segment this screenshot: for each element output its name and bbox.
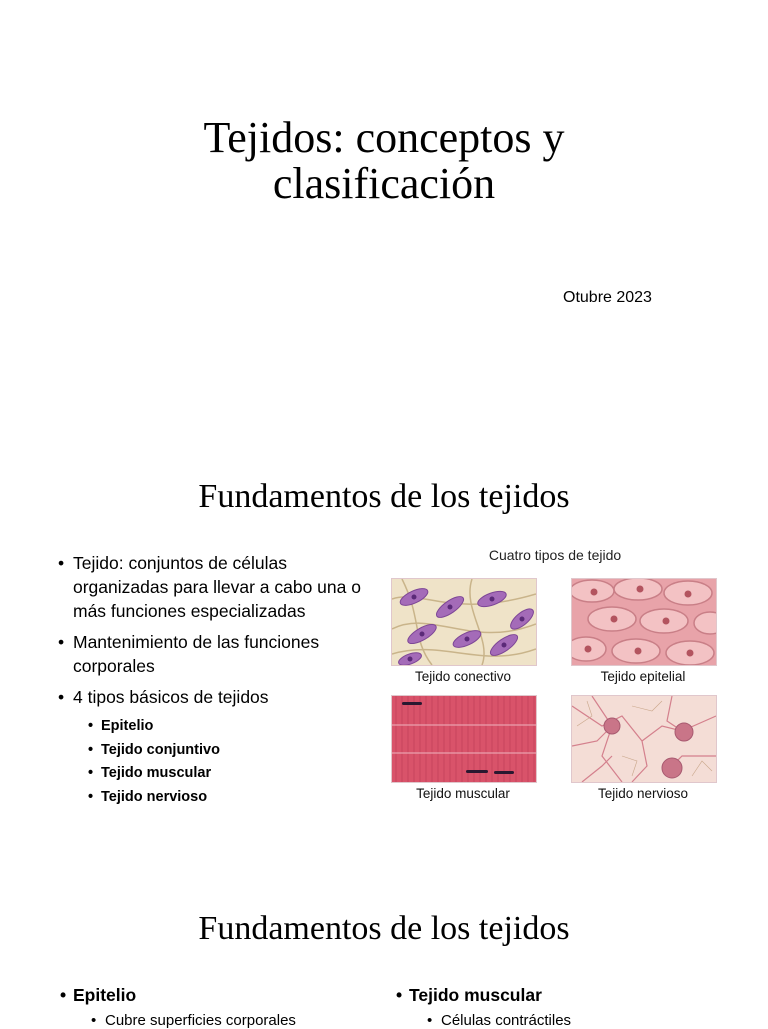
bullet-item: • Mantenimiento de las funciones corporales	[73, 630, 373, 678]
bullet-text: 4 tipos básicos de tejidos	[73, 687, 269, 707]
figure-caption: Tejido muscular	[416, 786, 510, 801]
bullet-item	[73, 685, 373, 809]
slide-heading: Fundamentos de los tejidos	[198, 910, 570, 947]
figure-caption: Tejido conectivo	[414, 669, 512, 684]
muscle-tissue-image	[391, 695, 537, 783]
sub-bullet-item: • Cubre superficies corporales	[73, 1012, 296, 1029]
figure-title: Cuatro tipos de tejido	[488, 547, 622, 563]
sub-bullet-item: • Tejido muscular	[101, 762, 373, 786]
nervous-tissue-image	[571, 695, 717, 783]
sub-bullet-item: • Células contráctiles	[409, 1012, 571, 1029]
figure-caption: Tejido nervioso	[597, 786, 689, 801]
sub-bullet-item: • Tejido conjuntivo	[101, 739, 373, 763]
sub-bullet-list	[73, 715, 373, 809]
slide-title: Tejidos: conceptos y clasificación	[203, 113, 565, 208]
column-heading: • Epitelio	[73, 985, 296, 1006]
epithelial-tissue-image	[571, 578, 717, 666]
bullet-item: • Tejido: conjuntos de células organizadas para llevar a cabo una o más funciones especializadas	[73, 551, 373, 623]
slide-date: Otubre 2023	[563, 289, 652, 306]
fundamentals-slide-2	[0, 860, 768, 1029]
right-column	[409, 985, 571, 1029]
sub-bullet-item: • Tejido nervioso	[101, 786, 373, 810]
figure-caption: Tejido epitelial	[600, 669, 686, 684]
sub-bullet-item: • Epitelio	[101, 715, 373, 739]
connective-tissue-image	[391, 578, 537, 666]
title-slide	[0, 0, 768, 430]
tissue-types-figure	[385, 543, 725, 808]
slide-heading: Fundamentos de los tejidos	[198, 478, 570, 515]
column-heading: • Tejido muscular	[409, 985, 571, 1006]
fundamentals-slide	[0, 430, 768, 860]
bullet-list	[73, 551, 373, 816]
left-column	[73, 985, 296, 1029]
